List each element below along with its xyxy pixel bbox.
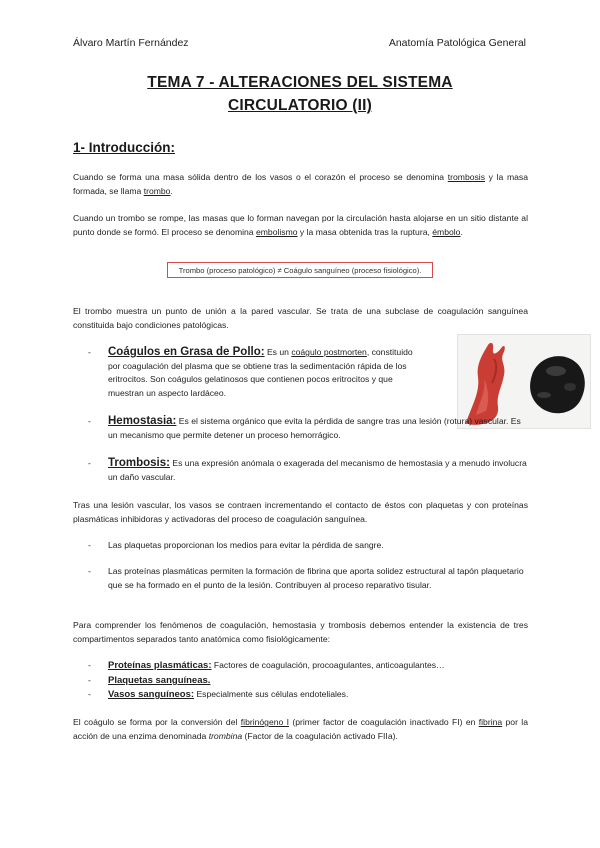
term-trombo: trombo xyxy=(143,186,171,196)
section-heading: 1- Introducción: xyxy=(73,140,175,155)
term-fibrinogeno: fibrinógeno I xyxy=(240,717,290,727)
bullet-term-trombosis: Trombosis: xyxy=(108,457,170,469)
compartment-item-vasos: - Vasos sanguíneos: Especialmente sus células endoteliales. xyxy=(88,689,349,700)
paragraph-trombosis: Cuando se forma una masa sólida dentro de los vasos o el corazón el proceso se denomina trombosis y la masa formada, se llama trombo. xyxy=(73,172,528,196)
term-embolo: émbolo xyxy=(432,227,461,237)
paragraph-compartimentos: Para comprender los fenómenos de coagulación, hemostasia y trombosis debemos entender la existencia de tres compartimentos separados tanto anatómica como fisiológicamente: xyxy=(73,620,528,644)
header-subject: Anatomía Patológica General xyxy=(388,37,526,49)
page-title-line1: TEMA 7 - ALTERACIONES DEL SISTEMA xyxy=(147,74,453,91)
term-trombina: trombina xyxy=(208,731,243,741)
bullet-hemostasia: - Hemostasia: Es el sistema orgánico que evita la pérdida de sangre tras una lesión (rotura) vascular. Es un mecanismo que permite detener un proceso hemorrágico. xyxy=(88,415,521,440)
bullet-term-coagulos: Coágulos en Grasa de Pollo: xyxy=(108,346,265,358)
compartment-item-proteinas: - Proteínas plasmáticas: Factores de coagulación, procoagulantes, anticoagulantes… xyxy=(88,660,445,671)
term-embolismo: embolismo xyxy=(255,227,298,237)
paragraph-embolismo: Cuando un trombo se rompe, las masas que lo forman navegan por la circulación hasta alojarse en un sitio distante al punto donde se formó. El proceso se denomina embolismo y la masa obtenida tras la ruptura, émbolo. xyxy=(73,213,528,237)
sublist-item-plaquetas: - Las plaquetas proporcionan los medios para evitar la pérdida de sangre. xyxy=(88,540,384,550)
sublist-item-proteinas: - Las proteínas plasmáticas permiten la formación de fibrina que aporta solidez estructural al tapón plaquetario que se ha formado en el punto de la lesión. Contribuyen al proceso reparativo tisular. xyxy=(88,566,524,590)
paragraph-lesion-vascular: Tras una lesión vascular, los vasos se contraen incrementando el contacto de éstos con plaquetas y con proteínas plasmáticas inhibidoras y activadoras del proceso de coagulación sanguínea. xyxy=(73,500,528,524)
paragraph-coagulo: El coágulo se forma por la conversión del fibrinógeno I (primer factor de coagulación inactivado FI) en fibrina por la acción de una enzima denominada trombina (Factor de la coagulación activado FIIa). xyxy=(73,717,528,741)
bullet-term-hemostasia: Hemostasia: xyxy=(108,415,177,427)
bullet-coagulos: - Coágulos en Grasa de Pollo: Es un coágulo postmorten, constituido por coagulación del plasma que se obtiene tras la sedimentación rápida de los eritrocitos. Son coágulos gelatinosos que contienen pocos eritrocitos y que muestran un aspecto lardáceo. xyxy=(88,346,413,398)
term-trombosis: trombosis xyxy=(447,172,485,182)
paragraph-trombo-union: El trombo muestra un punto de unión a la pared vascular. Se trata de una subclase de coagulación sanguínea constituida bajo condiciones patológicas. xyxy=(73,306,528,330)
header-author: Álvaro Martín Fernández xyxy=(73,37,189,49)
term-fibrina: fibrina xyxy=(478,717,503,727)
page-title-line2: CIRCULATORIO (II) xyxy=(227,97,373,114)
compartment-item-plaquetas: - Plaquetas sanguíneas. xyxy=(88,675,211,686)
note-box: Trombo (proceso patológico) ≠ Coágulo sanguíneo (proceso fisiológico). xyxy=(167,262,433,278)
bullet-trombosis: - Trombosis: Es una expresión anómala o exagerada del mecanismo de hemostasia y a menudo involucra un daño vascular. xyxy=(88,457,527,482)
